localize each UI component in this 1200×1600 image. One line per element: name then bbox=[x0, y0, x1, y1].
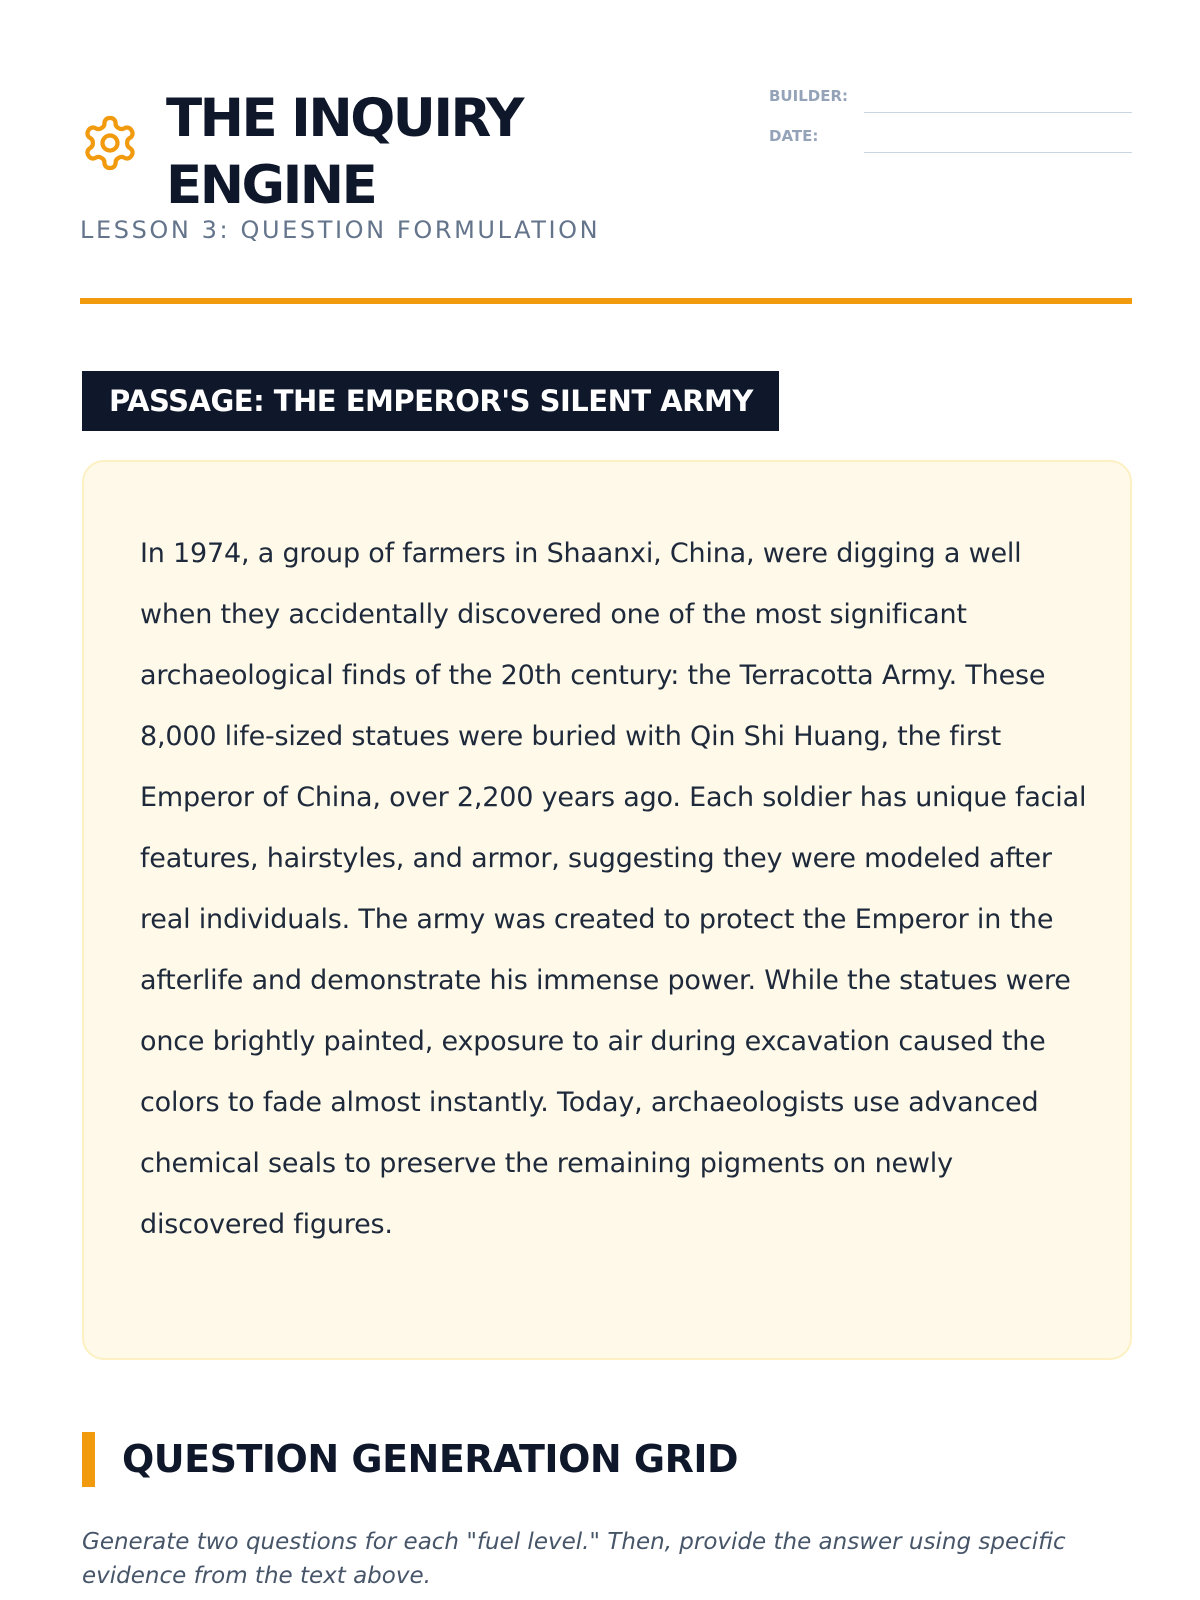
gear-icon bbox=[80, 113, 140, 173]
builder-field[interactable] bbox=[769, 80, 1132, 114]
passage-text: In 1974, a group of farmers in Shaanxi, China, were digging a well when they accidentally discovered one of the most significant archaeological finds of the 20th century: the Terracotta Army. These 8,000 life-sized statues were buried with Qin Shi Huang, the first Emperor of China, over 2,200 years ago. Each soldier has unique facial features, hairstyles, and armor, suggesting they were modeled after real individuals. The army was created to protect the Emperor in the afterlife and demonstrate his immense power. While the statues were once brightly painted, exposure to air during excavation caused the colors to fade almost instantly. Today, archaeologists use advanced chemical seals to preserve the remaining pigments on newly discovered figures. bbox=[140, 538, 1087, 1240]
date-write-line[interactable] bbox=[864, 152, 1132, 153]
date-label: DATE: bbox=[769, 127, 819, 145]
passage-label: PASSAGE: THE EMPEROR'S SILENT ARMY bbox=[82, 371, 779, 431]
lesson-subtitle: LESSON 3: QUESTION FORMULATION bbox=[80, 216, 601, 244]
section-accent-bar bbox=[82, 1432, 95, 1487]
date-field[interactable] bbox=[769, 120, 1132, 154]
header-divider bbox=[80, 298, 1132, 304]
passage-box bbox=[82, 460, 1132, 1360]
page-title: THE INQUIRY ENGINE bbox=[166, 88, 522, 216]
section-title: QUESTION GENERATION GRID bbox=[122, 1437, 739, 1481]
worksheet-header bbox=[80, 80, 1132, 304]
builder-label: BUILDER: bbox=[769, 87, 848, 105]
grid-instructions: Generate two questions for each "fuel level." Then, provide the answer using specific evidence from the text above. bbox=[82, 1529, 1066, 1589]
builder-write-line[interactable] bbox=[864, 112, 1132, 113]
